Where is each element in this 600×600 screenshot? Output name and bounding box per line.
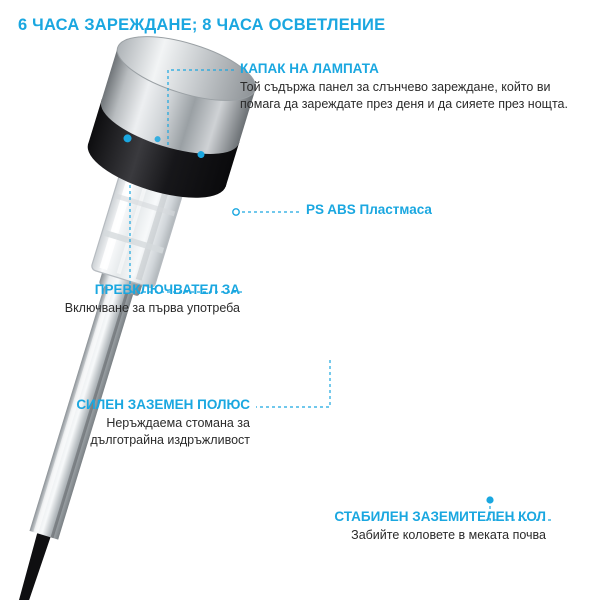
callout-lamp-cap [240,60,570,113]
callout-lamp-cap-heading: КАПАК НА ЛАМПАТА [240,61,379,76]
callout-switch [52,281,240,317]
callout-stake-heading: СТАБИЛЕН ЗАЗЕМИТЕЛЕН КОЛ [334,509,546,524]
callout-plastic-heading: PS ABS Пластмаса [306,202,432,217]
callout-stake [316,508,546,544]
callout-plastic [306,201,526,218]
callout-lamp-cap-body: Той съдържа панел за слънчево зареждане, който ви помага да зареждате през деня и да сияете през нощта. [240,80,568,111]
callout-pole-heading: СИЛЕН ЗАЗЕМЕН ПОЛЮС [76,397,250,412]
callout-switch-body: Включване за първа употреба [64,301,240,315]
callout-pole-body: Неръждаема стомана за дълготрайна издръжливост [90,416,250,447]
ground-stake-shape [0,531,51,600]
callout-stake-body: Забийте коловете в меката почва [351,528,546,542]
page-title: 6 ЧАСА ЗАРЕЖДАНЕ; 8 ЧАСА ОСВЕТЛЕНИЕ [18,16,386,34]
callout-switch-heading: ПРЕВКЛЮЧВАТЕЛ ЗА [94,282,240,297]
callout-pole [54,396,250,449]
